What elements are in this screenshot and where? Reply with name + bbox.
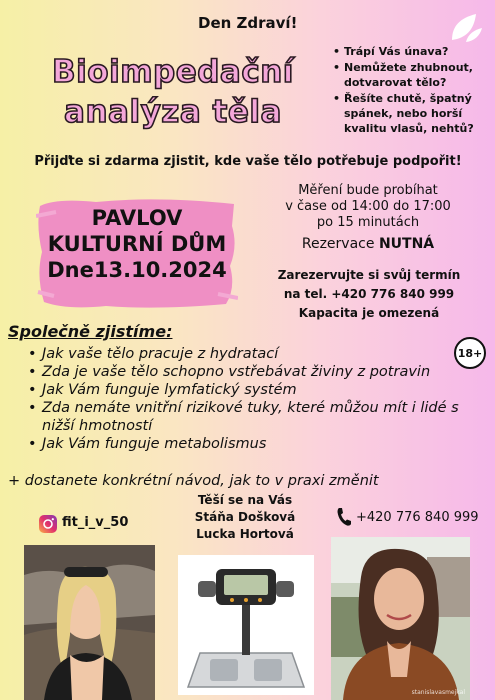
host-photo-1 [24, 545, 155, 700]
title-line-1: Bioimpedační [52, 54, 294, 90]
reservation-label: Rezervace [301, 236, 375, 252]
question-item: • Řešíte chutě, špatný spánek, nebo horší kvalitu vlasů, nehtů? [332, 91, 492, 136]
age-badge: 18+ [454, 337, 486, 369]
benefit-item: • Jak vaše tělo pracuje z hydratací [24, 345, 464, 363]
measurement-time [268, 183, 468, 231]
tagline: Přijďte si zdarma zjistit, kde vaše tělo potřebuje podpořit! [34, 154, 462, 169]
reservation-note [268, 236, 468, 252]
capacity-note: Kapacita je omezená [298, 306, 440, 320]
location-town: PAVLOV [91, 206, 183, 230]
greeting: Těší se na Vás [197, 493, 293, 507]
questions-list [332, 44, 492, 137]
question-item: • Nemůžete zhubnout, dotvarovat tělo? [332, 60, 492, 90]
host-photo-2 [331, 537, 470, 700]
title-line-2: analýza těla [64, 94, 282, 130]
benefit-item: • Zda je vaše tělo schopno vstřebávat živiny z potravin [24, 363, 464, 381]
extra-benefit: + dostanete konkrétní návod, jak to v praxi změnit [8, 473, 379, 489]
question-item: • Trápí Vás únava? [332, 44, 492, 59]
instagram-icon [38, 514, 58, 534]
booking-phone: na tel. +420 776 840 999 [283, 287, 455, 301]
benefit-item: • Jak Vám funguje metabolismus [24, 435, 464, 453]
main-title [18, 52, 328, 132]
host-name: Lucka Hortová [196, 527, 294, 541]
bioimpedance-scale-image [178, 555, 314, 695]
booking-info [262, 266, 476, 323]
instagram-handle[interactable]: fit_i_v_50 [62, 515, 129, 530]
benefit-item: • Jak Vám funguje lymfatický systém [24, 381, 464, 399]
host-name: Stáňa Došková [194, 510, 296, 524]
section-heading: Společně zjistíme: [8, 322, 173, 341]
booking-line: Zarezervujte si svůj termín [277, 268, 461, 282]
event-location [30, 205, 244, 283]
benefit-item: • Zda nemáte vnitřní rizikové tuky, které můžou mít i lidé s nižší hmotností [24, 399, 464, 435]
contact-phone[interactable]: +420 776 840 999 [356, 510, 479, 525]
time-line: Měření bude probíhat [298, 183, 438, 198]
time-line: po 15 minutách [316, 215, 420, 230]
hosts [170, 492, 320, 543]
location-venue: KULTURNÍ DŮM [47, 232, 227, 256]
photo-watermark: stanislavasmejkal [411, 689, 465, 696]
benefits-list [24, 345, 464, 453]
event-title: Den Zdraví! [198, 14, 298, 32]
reservation-required: NUTNÁ [378, 236, 435, 252]
phone-icon [336, 507, 352, 527]
leaf-logo-icon [446, 8, 486, 48]
event-date: Dne13.10.2024 [47, 258, 227, 282]
time-line: v čase od 14:00 do 17:00 [285, 199, 451, 214]
